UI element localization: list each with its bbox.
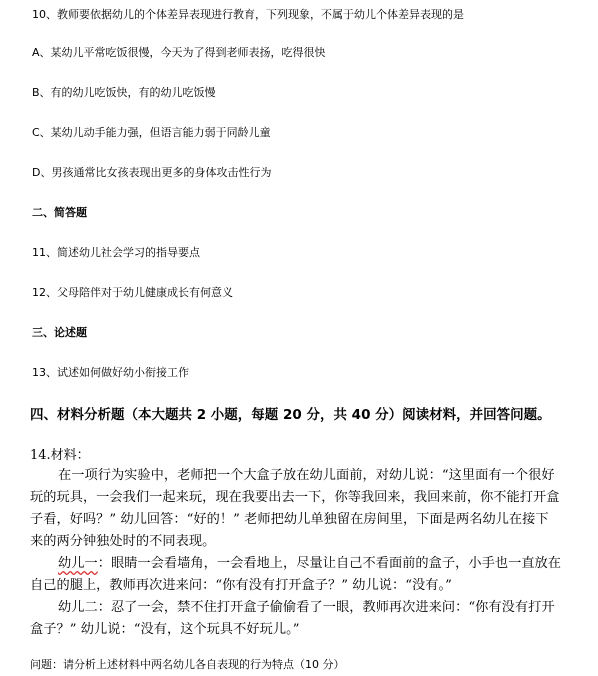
material-label: 14.材料： xyxy=(30,448,90,463)
material-paragraph-1-line-1: 在一项行为实验中，老师把一个大盒子放在幼儿面前，对幼儿说：“这里面有一个很好 xyxy=(58,468,555,483)
section-2-heading: 二、简答题 xyxy=(32,206,87,219)
question-10-option-b: B、有的幼儿吃饭快，有的幼儿吃饭慢 xyxy=(32,86,216,99)
material-paragraph-3-line-2: 盒子？” 幼儿说：“没有，这个玩具不好玩儿。” xyxy=(30,622,300,637)
material-paragraph-3-line-1: 幼儿二：忍了一会，禁不住打开盒子偷偷看了一眼，教师再次进来问：“你有没有打开 xyxy=(58,600,555,615)
section-3-heading: 三、论述题 xyxy=(32,326,87,339)
question-11: 11、简述幼儿社会学习的指导要点 xyxy=(32,246,200,259)
material-paragraph-1-line-4: 来的两分钟独处时的不同表现。 xyxy=(30,534,216,549)
child-one-label: 幼儿一 xyxy=(58,556,98,571)
child-one-text: ：眼睛一会看墙角，一会看地上，尽量让自己不看面前的盒子，小手也一直放在 xyxy=(97,556,562,571)
question-10-option-a: A、某幼儿平常吃饭很慢，今天为了得到老师表扬，吃得很快 xyxy=(32,46,326,59)
question-13: 13、试述如何做好幼小衔接工作 xyxy=(32,366,189,379)
material-paragraph-2-line-2: 自己的腿上，教师再次进来问：“你有没有打开盒子？” 幼儿说：“没有。” xyxy=(30,578,452,593)
question-10-option-d: D、男孩通常比女孩表现出更多的身体攻击性行为 xyxy=(32,166,272,179)
question-10-stem: 10、教师要依据幼儿的个体差异表现进行教育，下列现象，不属于幼儿个体差异表现的是 xyxy=(32,8,464,21)
material-paragraph-2-line-1 xyxy=(58,552,561,571)
question-12: 12、父母陪伴对于幼儿健康成长有何意义 xyxy=(32,286,233,299)
material-paragraph-1-line-3: 子看，好吗？” 幼儿回答：“好的！” 老师把幼儿单独留在房间里，下面是两名幼儿在接下 xyxy=(30,512,549,527)
question-14-prompt: 问题：请分析上述材料中两名幼儿各自表现的行为特点（10 分） xyxy=(30,658,345,671)
material-paragraph-1-line-2: 玩的玩具，一会我们一起来玩，现在我要出去一下，你等我回来，我回来前，你不能打开盒 xyxy=(30,490,560,505)
section-4-heading: 四、材料分析题（本大题共 2 小题，每题 20 分，共 40 分）阅读材料，并回答问题。 xyxy=(30,407,551,423)
question-10-option-c: C、某幼儿动手能力强，但语言能力弱于同龄儿童 xyxy=(32,126,271,139)
